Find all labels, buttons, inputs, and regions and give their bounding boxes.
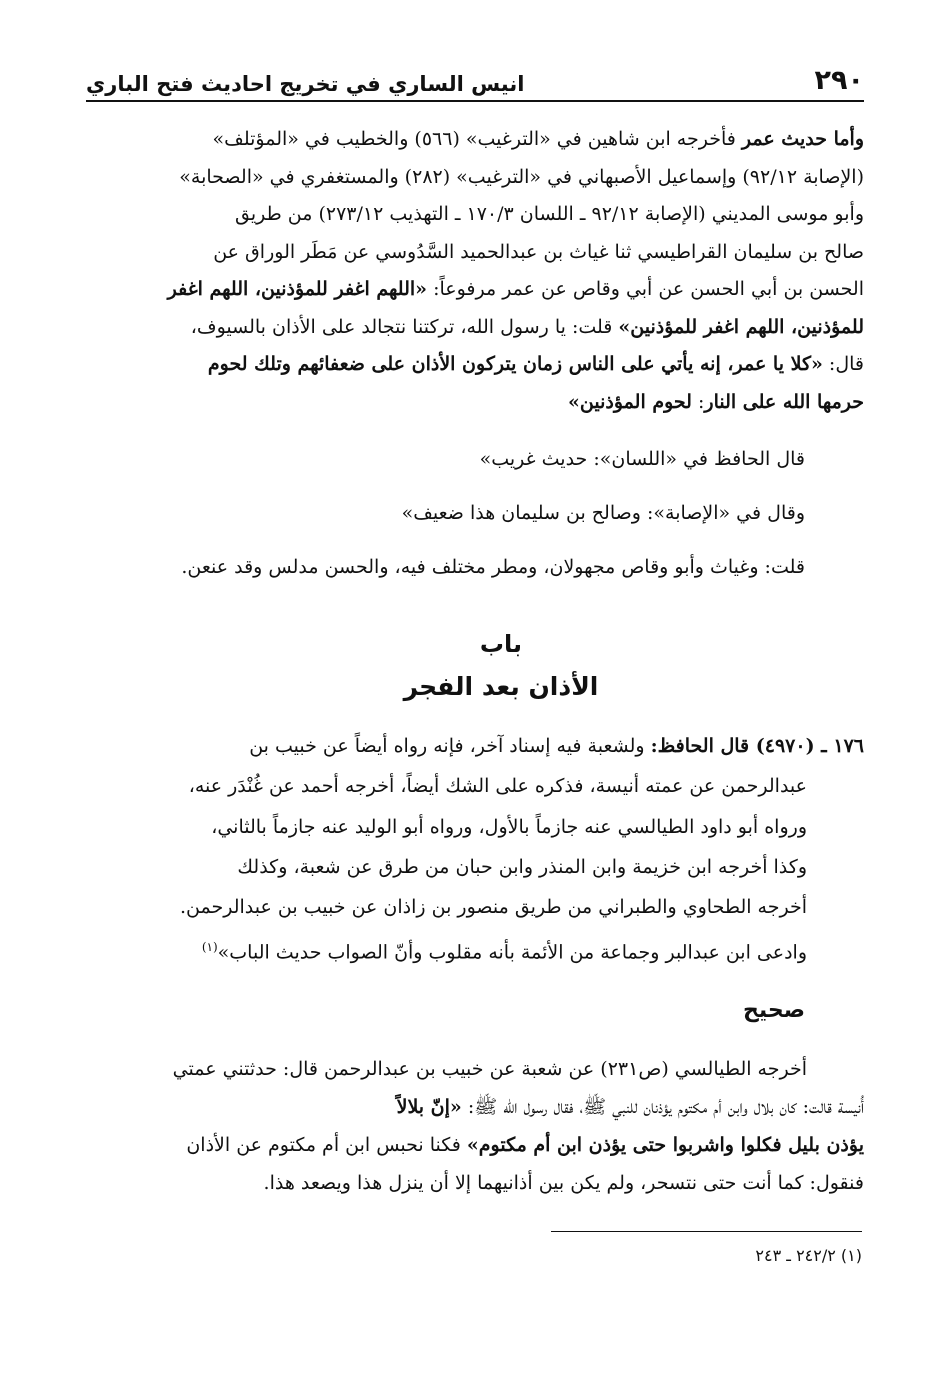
takhrij-text: فكنا نحبس ابن أم مكتوم عن الأذان [186,1134,467,1156]
hadith-quote-bold: يؤذن بليل فكلوا واشربوا حتى يؤذن ابن أم مكتوم» [466,1134,864,1156]
intro-text: قال: [822,353,864,375]
hadith-number: ١٧٦ ـ (٤٩٧٠) قال الحافظ: [650,735,864,757]
page-header [86,58,864,102]
intro-line-6 [92,309,864,347]
takhrij-paragraph [92,1050,864,1202]
takhrij-text: أُنيسة قالت: كان بلال وابن أم مكتوم يؤذنان للنبي ﷺ، فقال رسول الله ﷺ: [461,1096,864,1118]
intro-line-5 [92,271,864,309]
hadith-line-6 [92,927,807,973]
intro-text: قلت: يا رسول الله، تركتنا نتجالد على الأذان بالسيوف، [190,315,619,338]
hadith-line-2: عبدالرحمن عن عمته أنيسة، فذكره على الشك أيضاً، أخرجه أحمد عن غُنْدَر عنه، [188,775,807,798]
intro-line-2: (الإصابة ٩٢/١٢) وإسماعيل الأصبهاني في «الترغيب» (٢٨٢) والمستغفري في «الصحابة» [179,165,864,188]
quote-isaba: وقال في «الإصابة»: وصالح بن سليمان هذا ضعيف» [401,502,805,524]
running-title: انيس الساري في تخريج احاديث فتح الباري [86,72,525,96]
hadith-quote-bold: «إنّ بلالاً [396,1096,462,1118]
author-comment: قلت: وغياث وأبو وقاص مجهولان، ومطر مختلف فيه، والحسن مدلس وقد عنعن. [181,556,805,578]
hadith-line-5: أخرجه الطحاوي والطبراني من طريق منصور بن زاذان عن خبيب بن عبدالرحمن. [180,896,807,919]
hadith-line-4: وكذا أخرجه ابن خزيمة وابن المنذر وابن حبان من طرق عن شعبة، وكذلك [237,855,807,878]
footnote-divider [551,1231,862,1232]
takhrij-line-4: فنقول: كما أنت حتى نتسحر، ولم يكن بين أذانيهما إلا أن ينزل هذا ويصعد هذا. [263,1172,864,1194]
intro-bold-lead: وأما حديث عمر [741,128,864,150]
takhrij-line-3 [92,1126,864,1164]
intro-line-4: صالح بن سليمان القراطيسي ثنا غياث بن عبدالحميد السَّدُوسي عن مَطَر الوراق عن [213,240,864,263]
hadith-text: وادعى ابن عبدالبر وجماعة من الأئمة بأنه مقلوب وأنّ الصواب حديث الباب» [217,941,807,964]
quote-lisan: قال الحافظ في «اللسان»: حديث غريب» [479,448,805,470]
footnote: (١) ٢٤٢/٢ ـ ٢٤٣ [755,1246,862,1265]
intro-line-1 [92,121,864,159]
hadith-quote-bold: «كلا يا عمر، إنه يأتي على الناس زمان يتركون الأذان على ضعفائهم وتلك لحوم [207,353,823,375]
hadith-entry [92,726,864,973]
hadith-quote-bold: «اللهم اغفر للمؤذنين، اللهم اغفر [167,278,428,300]
takhrij-line-1: أخرجه الطيالسي (ص٢٣١) عن شعبة عن خبيب بن عبدالرحمن قال: حدثتني عمتي [172,1058,807,1080]
hadith-line-3: ورواه أبو داود الطيالسي عنه جازماً بالأول، ورواه أبو الوليد عنه جازماً بالثاني، [211,815,807,838]
footnote-reference: (١) [201,940,218,955]
chapter-title: الأذان بعد الفجر [403,672,599,701]
hadith-quote-bold: لحوم المؤذنين» [568,390,692,413]
hadith-text: ولشعبة فيه إسناد آخر، فإنه رواه أيضاً عن خبيب بن [249,735,651,757]
takhrij-line-2 [92,1088,864,1126]
intro-line-7 [92,346,864,384]
intro-text: : [691,390,705,413]
intro-paragraph [92,121,864,421]
hadith-quote-bold: للمؤذنين، اللهم اغفر للمؤذنين» [618,315,864,338]
intro-line-3: وأبو موسى المديني (الإصابة ٩٢/١٢ ـ اللسان ١٧٠/٣ ـ التهذيب ٢٧٣/١٢) من طريق [235,203,864,225]
grade-heading: صحيح [743,998,805,1023]
chapter-label: باب [479,630,523,658]
intro-line-8 [92,384,864,422]
page-number: ٢٩٠ [814,65,864,96]
hadith-quote-bold: حرمها الله على النار [704,390,864,413]
intro-text: فأخرجه ابن شاهين في «الترغيب» (٥٦٦) والخطيب في «المؤتلف» [212,128,742,150]
intro-text: الحسن بن أبي الحسن عن أبي وقاص عن عمر مرفوعاً: [427,278,864,300]
hadith-line-1 [92,726,864,766]
